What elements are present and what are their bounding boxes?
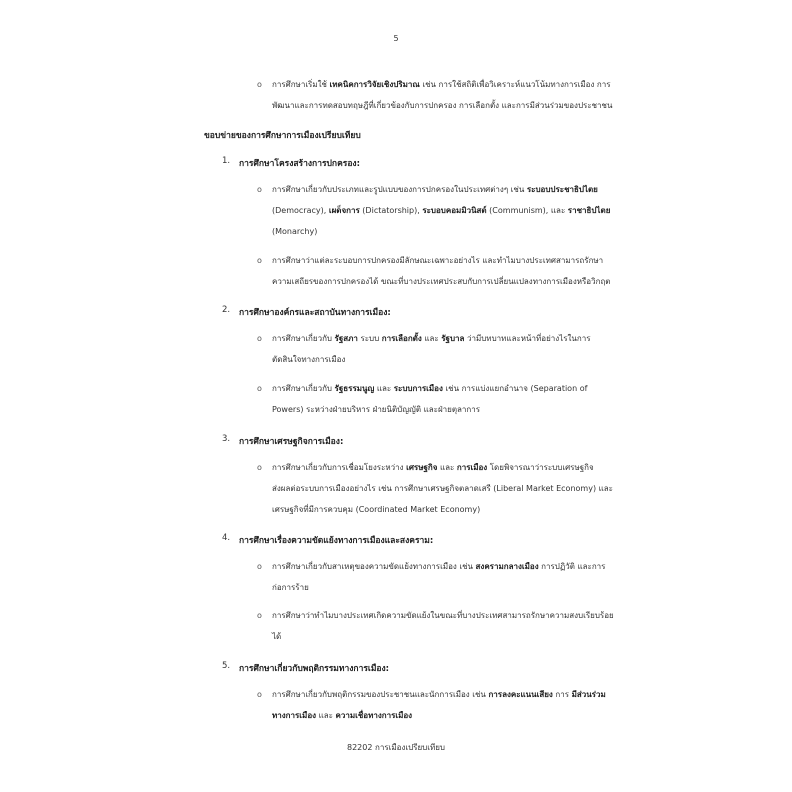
bullet-text — [272, 684, 606, 726]
text-line — [272, 556, 605, 577]
section-title: การศึกษาเกี่ยวกับพฤติกรรมทางการเมือง: — [239, 664, 390, 674]
bold-run: การลงคะแนนเสียง — [488, 690, 553, 699]
bold-run: ระบบการเมือง — [393, 384, 443, 393]
text-line — [272, 705, 606, 726]
text-run: โดยพิจารณาว่าระบบเศรษฐกิจ — [487, 463, 594, 472]
text-line — [272, 328, 591, 349]
bullet-marker: o — [257, 185, 262, 194]
bullet-text — [272, 179, 610, 242]
bullet-text — [272, 328, 591, 370]
text-line: ตัดสินใจทางการเมือง — [272, 355, 346, 364]
bullet-marker: o — [257, 384, 262, 393]
text-run: การปฏิวัติ และการ — [538, 562, 606, 571]
bold-run: รัฐสภา — [334, 334, 358, 343]
text-line — [272, 684, 606, 705]
bullet-text — [272, 556, 605, 598]
section-number: 5. — [222, 661, 231, 671]
bold-run: เผด็จการ — [328, 206, 360, 215]
text-line — [272, 179, 610, 200]
text-run: และ — [374, 384, 394, 393]
text-run: การศึกษาเกี่ยวกับสาเหตุของความขัดแย้งทางการเมือง เช่น — [272, 562, 476, 571]
bold-run: ราชาธิปไตย — [567, 206, 611, 215]
text-run: การศึกษาเริ่มใช้ — [272, 80, 330, 89]
text-run: และ — [421, 334, 442, 343]
bullet-text — [272, 457, 613, 520]
bullet-marker: o — [257, 690, 262, 699]
page-number: 5 — [393, 34, 399, 43]
text-line: พัฒนาและการทดสอบทฤษฎีที่เกี่ยวข้องกับการปกครอง การเลือกตั้ง และการมีส่วนร่วมของประชาชน — [272, 101, 613, 110]
bold-run: ระบอบประชาธิปไตย — [526, 185, 598, 194]
section-number: 4. — [222, 533, 231, 543]
bullet-marker: o — [257, 463, 262, 472]
section-title: การศึกษาโครงสร้างการปกครอง: — [239, 159, 360, 169]
text-line: ได้ — [272, 632, 282, 641]
bullet-text — [272, 378, 587, 420]
text-run: การศึกษาเกี่ยวกับการเชื่อมโยงระหว่าง — [272, 463, 407, 472]
bold-run: รัฐธรรมนูญ — [334, 384, 375, 393]
section-number: 2. — [222, 305, 231, 315]
text-line: Powers) ระหว่างฝ่ายบริหาร ฝ่ายนิติบัญญัติ และฝ่ายตุลาการ — [272, 405, 481, 414]
text-run: (Communism), และ — [486, 206, 568, 215]
bold-run: เศรษฐกิจ — [406, 463, 438, 472]
bold-run: สงครามกลางเมือง — [475, 562, 539, 571]
bold-run: การเลือกตั้ง — [381, 334, 422, 343]
bullet-marker: o — [257, 611, 262, 620]
intro-bullet-text — [272, 74, 612, 116]
text-line: เศรษฐกิจที่มีการควบคุม (Coordinated Market Economy) — [272, 505, 481, 514]
section-title: การศึกษาเรื่องความขัดแย้งทางการเมืองและสงคราม: — [239, 536, 434, 546]
text-run: ระบบ — [357, 334, 382, 343]
bold-run: ระบอบคอมมิวนิสต์ — [422, 206, 487, 215]
text-line: ส่งผลต่อระบบการเมืองอย่างไร เช่น การศึกษาเศรษฐกิจตลาดเสรี (Liberal Market Economy) และ — [272, 484, 613, 493]
page-footer: 82202 การเมืองเปรียบเทียบ — [347, 743, 445, 752]
text-line — [272, 457, 613, 478]
text-line: ความเสถียรของการปกครองได้ ขณะที่บางประเทศประสบกับการเปลี่ยนแปลงทางการเมืองหรือวิกฤต — [272, 277, 611, 286]
bullet-marker: o — [257, 256, 262, 265]
bold-run: การเมือง — [456, 463, 488, 472]
bold-run: เทคนิคการวิจัยเชิงปริมาณ — [329, 80, 420, 89]
text-line: การศึกษาว่าทำไมบางประเทศเกิดความขัดแย้งในขณะที่บางประเทศสามารถรักษาความสงบเรียบร้อย — [272, 611, 614, 620]
bullet-marker: o — [257, 80, 262, 89]
text-run: การศึกษาเกี่ยวกับประเภทและรูปแบบของการปกครองในประเทศต่างๆ เช่น — [272, 185, 527, 194]
text-line: ก่อการร้าย — [272, 583, 309, 592]
text-run: การ — [552, 690, 572, 699]
text-run: (Democracy), — [272, 206, 329, 215]
text-run: การศึกษาเกี่ยวกับ — [272, 384, 335, 393]
bold-run: มีส่วนร่วม — [571, 690, 606, 699]
bullet-text — [272, 250, 610, 292]
text-run: การศึกษาเกี่ยวกับพฤติกรรมของประชาชนและนักการเมือง เช่น — [272, 690, 489, 699]
section-title: การศึกษาเศรษฐกิจการเมือง: — [239, 437, 344, 447]
text-run: เช่น การใช้สถิติเพื่อวิเคราะห์แนวโน้มทางการเมือง การ — [419, 80, 611, 89]
text-line — [272, 74, 612, 95]
text-line: การศึกษาว่าแต่ละระบอบการปกครองมีลักษณะเฉพาะอย่างไร และทำไมบางประเทศสามารถรักษา — [272, 256, 604, 265]
text-run: และ — [437, 463, 457, 472]
text-line — [272, 200, 610, 221]
scope-heading: ขอบข่ายของการศึกษาการเมืองเปรียบเทียบ — [204, 131, 361, 141]
text-run: ว่ามีบทบาทและหน้าที่อย่างไรในการ — [464, 334, 591, 343]
text-run: (Dictatorship), — [359, 206, 423, 215]
bullet-marker: o — [257, 562, 262, 571]
bold-run: ความเชื่อทางการเมือง — [335, 711, 413, 720]
bold-run: รัฐบาล — [441, 334, 465, 343]
text-line: (Monarchy) — [272, 227, 318, 236]
text-run: และ — [316, 711, 336, 720]
section-title: การศึกษาองค์กรและสถาบันทางการเมือง: — [239, 308, 391, 318]
bullet-text — [272, 605, 614, 647]
section-number: 3. — [222, 434, 231, 444]
bullet-marker: o — [257, 334, 262, 343]
text-line — [272, 378, 587, 399]
section-number: 1. — [222, 156, 231, 166]
bold-run: ทางการเมือง — [272, 711, 317, 720]
text-run: เช่น การแบ่งแยกอำนาจ (Separation of — [442, 384, 588, 393]
text-run: การศึกษาเกี่ยวกับ — [272, 334, 335, 343]
